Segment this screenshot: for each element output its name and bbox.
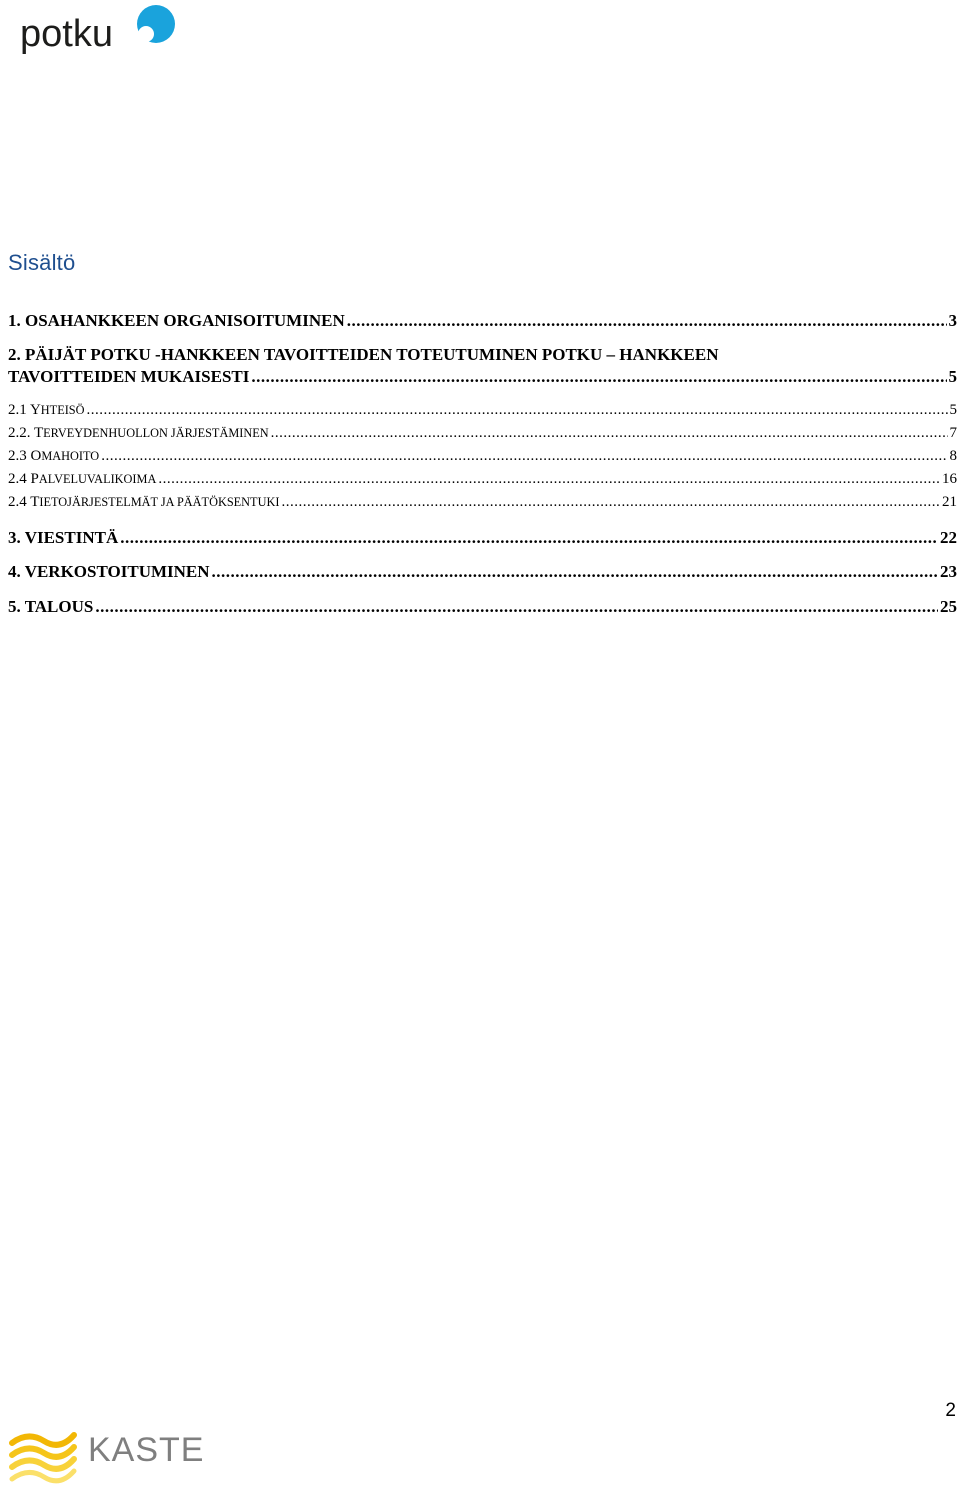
- toc-entry-page: 3: [948, 311, 957, 330]
- potku-logo: [18, 4, 180, 64]
- toc-entry[interactable]: [8, 310, 957, 332]
- toc-subentry-number: 2.4: [8, 494, 27, 510]
- toc-entry[interactable]: [8, 561, 957, 583]
- toc-entry-page: 25: [940, 597, 957, 616]
- toc-subentry-number: 2.2.: [8, 425, 31, 441]
- toc-subentry-number: 2.3: [8, 448, 27, 464]
- toc-entry[interactable]: [8, 344, 957, 388]
- potku-logo-text: potku: [20, 13, 113, 55]
- kaste-waves-icon: [12, 1435, 74, 1481]
- toc-entry-page: 7: [949, 425, 957, 441]
- toc-subentry-number: 2.1: [8, 402, 27, 418]
- kaste-logo: [8, 1425, 216, 1487]
- toc-subentry[interactable]: 2.1 YHTEISÖ ..... 5: [8, 402, 957, 419]
- toc-entry[interactable]: [8, 527, 957, 549]
- toc-subentry[interactable]: 2.3 OMAHOITO ..... 8: [8, 448, 957, 465]
- toc-entry[interactable]: [8, 596, 957, 618]
- toc-entry-label: 2. PÄIJÄT POTKU -HANKKEEN TAVOITTEIDEN TOTEUTUMINEN POTKU – HANKKEEN: [8, 345, 719, 364]
- toc-entry-label: 5. TALOUS: [8, 597, 94, 616]
- toc-entry-label: 4. VERKOSTOITUMINEN: [8, 562, 210, 581]
- toc-entry-label: TAVOITTEIDEN MUKAISESTI: [8, 367, 250, 386]
- toc-subentry[interactable]: 2.2. TERVEYDENHUOLLON JÄRJESTÄMINEN ..... 7: [8, 425, 957, 442]
- toc-entry-page: 23: [940, 562, 957, 581]
- toc-entry-page: 16: [942, 471, 957, 487]
- toc-entry-page: 5: [948, 367, 957, 386]
- toc-title: Sisältö: [8, 250, 76, 275]
- kaste-logo-text: KASTE: [88, 1431, 205, 1469]
- toc-subentry[interactable]: 2.4 TIETOJÄRJESTELMÄT JA PÄÄTÖKSENTUKI ..... 21: [8, 494, 957, 511]
- toc-subentry-number: 2.4: [8, 471, 27, 487]
- toc-entry-label: 3. VIESTINTÄ: [8, 528, 119, 547]
- toc-entry-page: 21: [942, 494, 957, 510]
- toc-subentry[interactable]: 2.4 PALVELUVALIKOIMA ..... 16: [8, 471, 957, 488]
- toc-entry-page: 5: [949, 402, 957, 418]
- toc-entry-page: 8: [949, 448, 957, 464]
- page-number: 2: [945, 1400, 956, 1421]
- toc-entry-label: 1. OSAHANKKEEN ORGANISOITUMINEN: [8, 311, 345, 330]
- toc-entry-page: 22: [940, 528, 957, 547]
